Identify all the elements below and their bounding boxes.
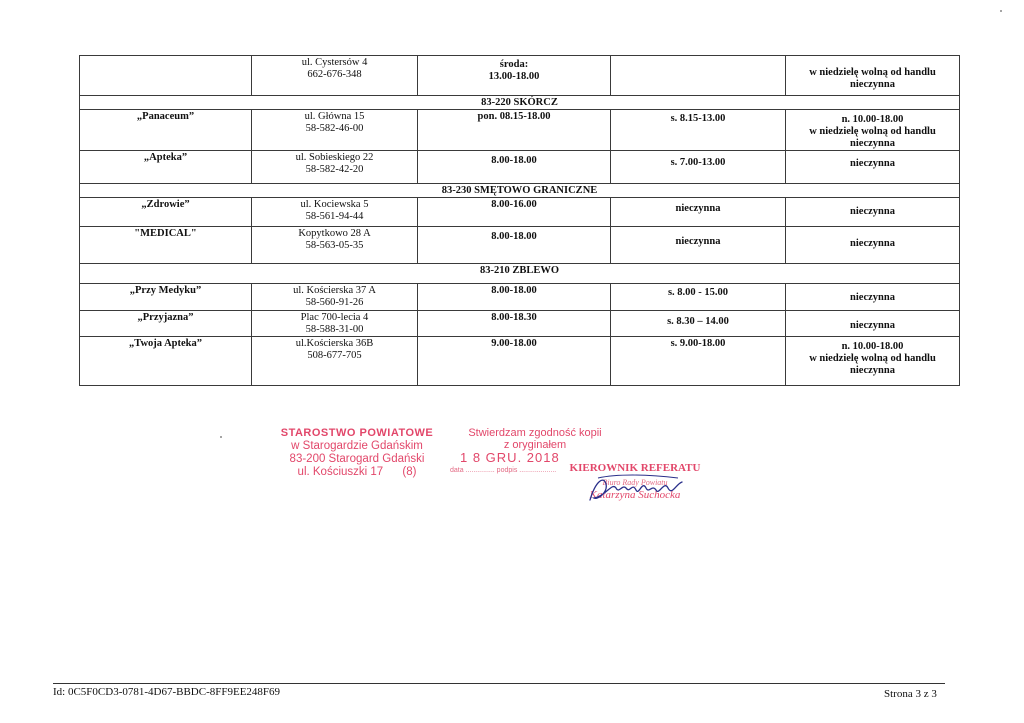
sunday-hours-text: w niedzielę wolną od handlu xyxy=(809,126,936,137)
sunday-hours-text: nieczynna xyxy=(850,292,895,303)
saturday-hours-text: nieczynna xyxy=(675,203,721,214)
scan-speck xyxy=(1000,10,1002,12)
table-row xyxy=(80,56,960,96)
handwritten-signature xyxy=(586,470,686,510)
address-text: Plac 700-lecia 4 xyxy=(300,312,369,323)
address-text: ul. Kościerska 37 A xyxy=(293,285,376,296)
document-id: Id: 0C5F0CD3-0781-4D67-BBDC-8FF9EE248F69 xyxy=(53,686,281,698)
table-row xyxy=(80,198,960,227)
sunday-hours-cell xyxy=(786,311,960,337)
weekday-hours-cell xyxy=(418,151,611,184)
table-row xyxy=(80,227,960,264)
address-cell xyxy=(252,151,418,184)
weekday-hours-cell xyxy=(418,227,611,264)
stamp-office-line xyxy=(272,466,442,479)
pharmacy-name-cell xyxy=(80,56,252,96)
city-header-skorcz: 83-220 SKÓRCZ xyxy=(80,96,960,110)
pharmacy-name-cell: „Apteka” xyxy=(80,151,252,184)
sunday-hours-cell xyxy=(786,337,960,386)
address-cell xyxy=(252,110,418,151)
saturday-hours-cell xyxy=(611,56,786,96)
saturday-hours-cell xyxy=(611,151,786,184)
address-cell xyxy=(252,337,418,386)
address-cell xyxy=(252,227,418,264)
stamp-head-office: Biuro Rady Powiatu xyxy=(602,478,668,487)
stamp-date-value: 1 8 GRU. 2018 xyxy=(460,450,560,465)
pharmacy-name-cell: „Panaceum” xyxy=(80,110,252,151)
stamp-office-street: ul. Kościuszki 17 xyxy=(297,466,384,478)
sunday-hours-text: nieczynna xyxy=(850,320,895,331)
sunday-hours-text: nieczynna xyxy=(850,365,895,376)
saturday-hours-text: s. 8.30 – 14.00 xyxy=(667,316,729,327)
weekday-hours-cell: 9.00-18.00 xyxy=(418,337,611,386)
sunday-hours-cell xyxy=(786,56,960,96)
sunday-hours-text: n. 10.00-18.00 xyxy=(841,341,904,352)
address-text: ul. Sobieskiego 22 xyxy=(295,152,374,163)
phone-text: 58-588-31-00 xyxy=(305,324,364,335)
address-text: Kopytkowo 28 A xyxy=(298,228,371,239)
saturday-hours-text: nieczynna xyxy=(675,236,721,247)
address-cell xyxy=(252,284,418,311)
saturday-hours-cell xyxy=(611,284,786,311)
phone-text: 58-563-05-35 xyxy=(305,240,364,251)
pharmacy-name-cell: „Twoja Apteka” xyxy=(80,337,252,386)
address-cell xyxy=(252,311,418,337)
scan-speck xyxy=(220,436,222,438)
stamp-head-name: Katarzyna Suchocka xyxy=(589,489,681,501)
table-row xyxy=(80,284,960,311)
table-row xyxy=(80,311,960,337)
weekday-hours-text: środa: xyxy=(499,59,529,70)
sunday-hours-text: w niedzielę wolną od handlu xyxy=(809,67,936,78)
pharmacy-name-cell: „Przyjazna” xyxy=(80,311,252,337)
saturday-hours-cell xyxy=(611,311,786,337)
page-number: Strona 3 z 3 xyxy=(884,688,937,700)
stamp-copy-line: z oryginałem xyxy=(503,439,567,451)
phone-text: 662-676-348 xyxy=(307,69,362,80)
pharmacy-name-cell: "MEDICAL" xyxy=(80,227,252,264)
signature-stroke xyxy=(598,475,678,478)
address-text: ul.Kościerska 36B xyxy=(295,338,374,349)
address-text: ul. Główna 15 xyxy=(304,111,365,122)
saturday-hours-cell xyxy=(611,110,786,151)
saturday-hours-cell xyxy=(611,227,786,264)
pharmacy-hours-table xyxy=(79,55,960,386)
pharmacy-name-cell: „Przy Medyku” xyxy=(80,284,252,311)
saturday-hours-text: s. 8.00 - 15.00 xyxy=(667,287,729,298)
saturday-hours-cell: s. 9.00-18.00 xyxy=(611,337,786,386)
address-cell xyxy=(252,198,418,227)
city-header-row xyxy=(80,264,960,284)
weekday-hours-cell: 8.00-16.00 xyxy=(418,198,611,227)
city-header-row xyxy=(80,184,960,198)
city-header-row xyxy=(80,96,960,110)
table-row xyxy=(80,337,960,386)
sunday-hours-text: n. 10.00-18.00 xyxy=(841,114,904,125)
pharmacy-name-cell: „Zdrowie” xyxy=(80,198,252,227)
signature-stroke xyxy=(590,480,682,500)
weekday-hours-text: 8.00-18.00 xyxy=(491,231,537,242)
footer-rule xyxy=(53,683,945,684)
weekday-hours-cell xyxy=(418,56,611,96)
address-text: ul. Cystersów 4 xyxy=(301,57,368,68)
weekday-hours-cell: pon. 08.15-18.00 xyxy=(418,110,611,151)
sunday-hours-cell xyxy=(786,227,960,264)
phone-text: 58-560-91-26 xyxy=(305,297,364,308)
stamp-office-line: 83-200 Starogard Gdański xyxy=(289,453,425,465)
sunday-hours-text: nieczynna xyxy=(850,138,895,149)
weekday-hours-text: 8.00-18.00 xyxy=(491,155,537,166)
stamp-head-role: KIEROWNIK REFERATU xyxy=(569,462,701,474)
sunday-hours-cell xyxy=(786,284,960,311)
phone-text: 58-582-42-20 xyxy=(305,164,364,175)
weekday-hours-cell: 8.00-18.30 xyxy=(418,311,611,337)
table-row xyxy=(80,151,960,184)
saturday-hours-text: s. 7.00-13.00 xyxy=(670,157,726,168)
sunday-hours-text: nieczynna xyxy=(850,238,895,249)
phone-text: 58-561-94-44 xyxy=(305,211,364,222)
city-header-zblewo: 83-210 ZBLEWO xyxy=(80,264,960,284)
stamp-copy-dots: data ............... podpis ................... xyxy=(450,467,557,474)
stamp-office-number: (8) xyxy=(402,466,417,478)
phone-text: 508-677-705 xyxy=(307,350,362,361)
county-office-stamp xyxy=(272,427,442,479)
sunday-hours-cell xyxy=(786,151,960,184)
table-row xyxy=(80,110,960,151)
saturday-hours-text: s. 8.15-13.00 xyxy=(670,113,726,124)
saturday-hours-cell xyxy=(611,198,786,227)
sunday-hours-text: nieczynna xyxy=(850,206,895,217)
stamp-office-line: w Starogardzie Gdańskim xyxy=(291,440,423,452)
stamp-office-title: STAROSTWO POWIATOWE xyxy=(280,427,434,439)
sunday-hours-text: nieczynna xyxy=(850,158,895,169)
address-cell xyxy=(252,56,418,96)
sunday-hours-text: w niedzielę wolną od handlu xyxy=(809,353,936,364)
stamp-copy-line: Stwierdzam zgodność kopii xyxy=(468,427,602,439)
sunday-hours-cell xyxy=(786,110,960,151)
sunday-hours-text: nieczynna xyxy=(850,79,895,90)
city-header-smetowo: 83-230 SMĘTOWO GRANICZNE xyxy=(80,184,960,198)
weekday-hours-text: 13.00-18.00 xyxy=(488,71,540,82)
weekday-hours-cell: 8.00-18.00 xyxy=(418,284,611,311)
phone-text: 58-582-46-00 xyxy=(305,123,364,134)
sunday-hours-cell xyxy=(786,198,960,227)
address-text: ul. Kociewska 5 xyxy=(300,199,369,210)
